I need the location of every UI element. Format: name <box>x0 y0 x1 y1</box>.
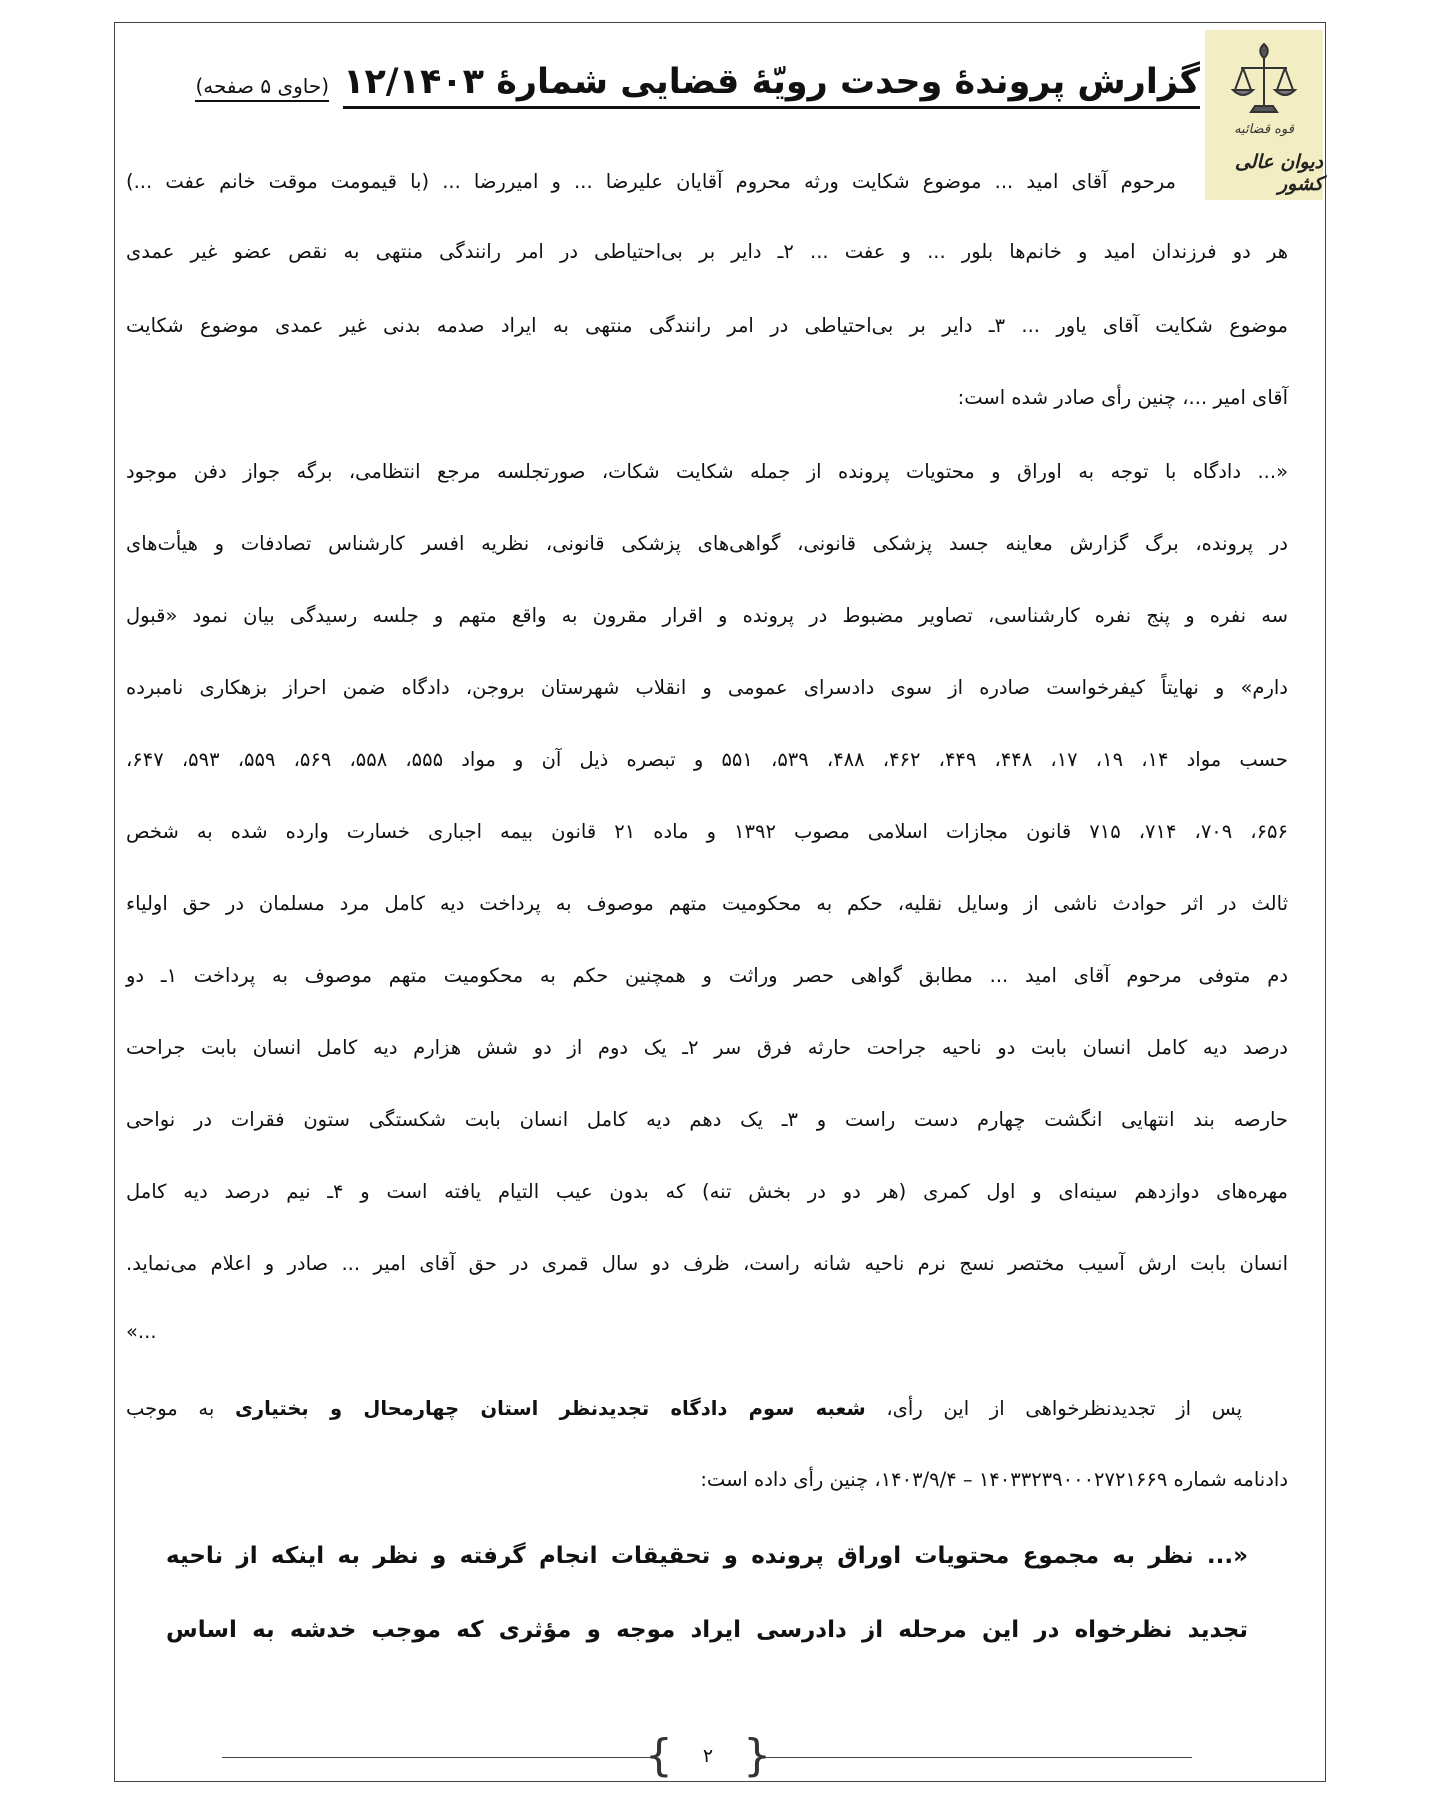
body-line: دم متوفی مرحوم آقای امید ... مطابق گواهی حصر وراثت و همچنین حکم به محکومیت متهم موصوف به پرداخت ۱ـ دو <box>126 964 1288 987</box>
logo-name: دیوان عالی کشور <box>1234 151 1323 195</box>
body-line: آقای امیر ...، چنین رأی صادر شده است: <box>957 386 1288 409</box>
body-line: حارصه بند انتهایی انگشت چهارم دست راست و ۳ـ یک دهم دیه کامل انسان بابت شکستگی ستون فقرات در نواحی <box>126 1108 1288 1131</box>
body-line: مرحوم آقای امید ... موضوع شکایت ورثه محروم آقایان علیرضا ... و امیررضا ... (با قیمومت موقت خانم عفت ...) <box>126 170 1176 193</box>
body-line: ۶۵۶، ۷۰۹، ۷۱۴، ۷۱۵ قانون مجازات اسلامی مصوب ۱۳۹۲ و ماده ۲۱ قانون بیمه اجباری خسارت وارده شده به شخص <box>126 820 1288 843</box>
body-line: سه نفره و پنج نفره کارشناسی، تصاویر مضبوط در پرونده و اقرار مقرون به واقع متهم و جلسه رسیدگی بیان نمود «قبول <box>126 604 1288 627</box>
para2-prefix: پس از تجدیدنظرخواهی از این رأی، <box>886 1397 1243 1420</box>
para2-line2: دادنامه شماره ۱۴۰۳۳۲۳۹۰۰۰۲۷۲۱۶۶۹ – ۱۴۰۳/۹/۴، چنین رأی داده است: <box>700 1468 1288 1491</box>
page-number-box <box>644 1730 772 1781</box>
body-line: در پرونده، برگ گزارش معاینه جسد پزشکی قانونی، گواهی‌های پزشکی قانونی، نظریه افسر کارشناس تصادفات و هیأت‌های <box>126 532 1288 555</box>
para2-line <box>126 1397 1242 1420</box>
footer-rule-left <box>222 1757 652 1758</box>
bracket-right-icon: } <box>743 1730 772 1781</box>
scales-emblem-icon <box>1229 38 1299 120</box>
page-title: گزارش پروندهٔ وحدت رویّهٔ قضایی شمارهٔ ۱۲/۱۴۰۳ <box>343 62 1200 109</box>
court-logo <box>1205 30 1323 200</box>
body-line: ثالث در اثر حوادث ناشی از وسایل نقلیه، حکم به محکومیت متهم موصوف به پرداخت دیه کامل مرد مسلمان در حق اولیاء <box>126 892 1288 915</box>
body-line: دارم» و نهایتاً کیفرخواست صادره از سوی دادسرای عمومی و انقلاب شهرستان بروجن، دادگاه ضمن احراز بزهکاری نامبرده <box>126 676 1288 699</box>
page-header <box>195 62 1200 109</box>
body-line: انسان بابت ارش آسیب مختصر نسج نرم ناحیه شانه راست، ظرف دو سال قمری در حق آقای امیر ... صادر و اعلام می‌نماید. <box>126 1252 1288 1275</box>
body-line: موضوع شکایت آقای یاور ... ۳ـ دایر بر بی‌احتیاطی در امر رانندگی منتهی به ایراد صدمه بدنی غیر عمدی موضوع شکایت <box>126 314 1288 337</box>
ruling-bold-line: تجدید نظرخواه در این مرحله از دادرسی ایراد موجه و مؤثری که موجب خدشه به اساس <box>166 1617 1248 1643</box>
ruling-bold-line: «... نظر به مجموع محتویات اوراق پرونده و تحقیقات انجام گرفته و نظر به اینکه از ناحیه <box>166 1543 1248 1569</box>
body-line: ...» <box>126 1320 157 1343</box>
body-line: مهره‌های دوازدهم سینه‌ای و اول کمری (هر دو در بخش تنه) که بدون عیب التیام یافته است و ۴ـ نیم درصد دیه کامل <box>126 1180 1288 1203</box>
logo-subtitle: قوه قضائیه <box>1234 122 1294 137</box>
body-line: هر دو فرزندان امید و خانم‌ها بلور ... و عفت ... ۲ـ دایر بر بی‌احتیاطی در امر رانندگی منتهی به نقص عضو غیر عمدی <box>126 240 1288 263</box>
footer-rule-right <box>764 1757 1192 1758</box>
page-number: ۲ <box>702 1745 714 1767</box>
page-count-note: (حاوی ۵ صفحه) <box>195 74 329 102</box>
para2-suffix: به موجب <box>126 1397 215 1420</box>
bracket-left-icon: { <box>644 1730 673 1781</box>
appeal-court-name: شعبه سوم دادگاه تجدیدنظر استان چهارمحال و بختیاری <box>235 1397 866 1420</box>
body-line: حسب مواد ۱۴، ۱۹، ۱۷، ۴۴۸، ۴۴۹، ۴۶۲، ۴۸۸، ۵۳۹، ۵۵۱ و تبصره ذیل آن و مواد ۵۵۵، ۵۵۸، ۵۶۹، ۵۵۹، ۵۹۳، ۶۴۷، <box>126 748 1288 771</box>
body-line: درصد دیه کامل انسان بابت دو ناحیه جراحت حارثه فرق سر ۲ـ یک دوم از دو شش هزارم دیه کامل انسان بابت جراحت <box>126 1036 1288 1059</box>
body-line: «... دادگاه با توجه به اوراق و محتویات پرونده از جمله شکایت شکات، صورتجلسه مرجع انتظامی، برگه جواز دفن موجود <box>126 460 1288 483</box>
